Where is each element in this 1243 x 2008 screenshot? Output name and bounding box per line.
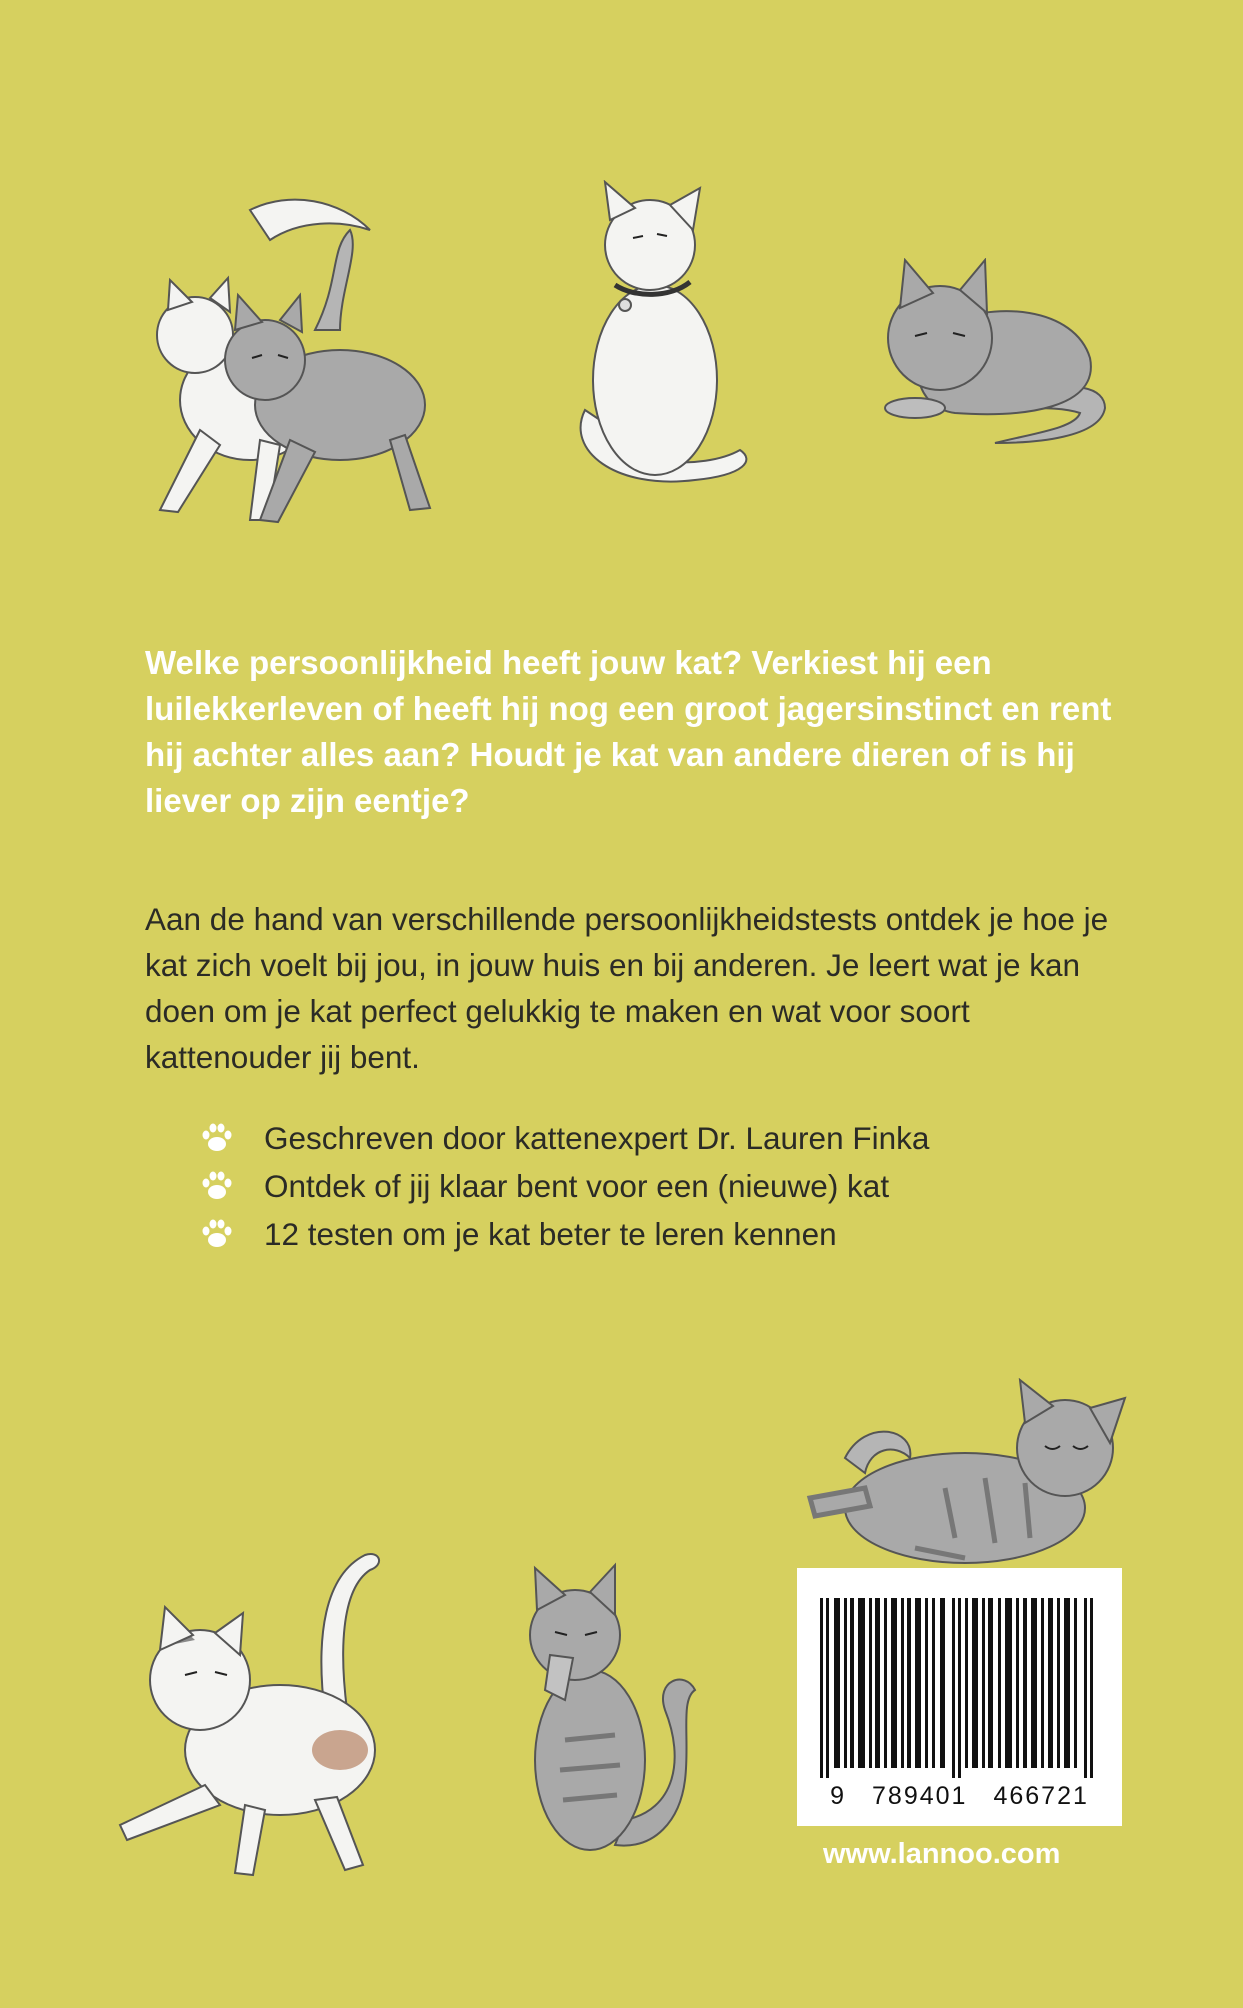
feature-text: Geschreven door kattenexpert Dr. Lauren Finka: [264, 1120, 930, 1156]
website-link[interactable]: www.lannoo.com: [823, 1838, 1061, 1870]
white-cat-sitting-illustration: [555, 180, 755, 500]
two-cats-cuddling-illustration: [140, 190, 460, 530]
barcode-digits: [797, 1782, 1122, 1811]
barcode-digit-first: 9: [830, 1782, 847, 1810]
body-text: Aan de hand van verschillende persoonlijkheidstests ontdek je hoe je kat zich voelt bij jou, in jouw huis en bij anderen. Je leert wat je kan doen om je kat perfect gelukkig te maken en wat voor soort kattenouder jij bent.: [145, 901, 1109, 1075]
feature-list: [200, 1114, 929, 1258]
grey-cat-lying-illustration: [875, 258, 1115, 458]
paw-icon: [200, 1121, 234, 1155]
list-item: [200, 1162, 929, 1210]
list-item: [200, 1210, 929, 1258]
calico-cat-walking-illustration: [115, 1535, 395, 1880]
paw-icon: [200, 1169, 234, 1203]
barcode-bars: [812, 1598, 1107, 1778]
barcode-digit-group1: 789401: [872, 1782, 968, 1810]
tabby-cat-rolling-illustration: [805, 1378, 1135, 1573]
feature-text: 12 testen om je kat beter te leren kennen: [264, 1216, 837, 1252]
list-item: [200, 1114, 929, 1162]
tabby-cat-licking-paw-illustration: [505, 1560, 705, 1860]
paw-icon: [200, 1217, 234, 1251]
barcode: [797, 1568, 1122, 1826]
barcode-digit-group2: 466721: [993, 1782, 1089, 1810]
blurb-text: Welke persoonlijkheid heeft jouw kat? Verkiest hij een luilekkerleven of heeft hij nog een groot jagersinstinct en rent hij achter alles aan? Houdt je kat van andere dieren of is hij liever op zijn eentje?: [145, 644, 1112, 819]
feature-text: Ontdek of jij klaar bent voor een (nieuwe) kat: [264, 1168, 890, 1204]
